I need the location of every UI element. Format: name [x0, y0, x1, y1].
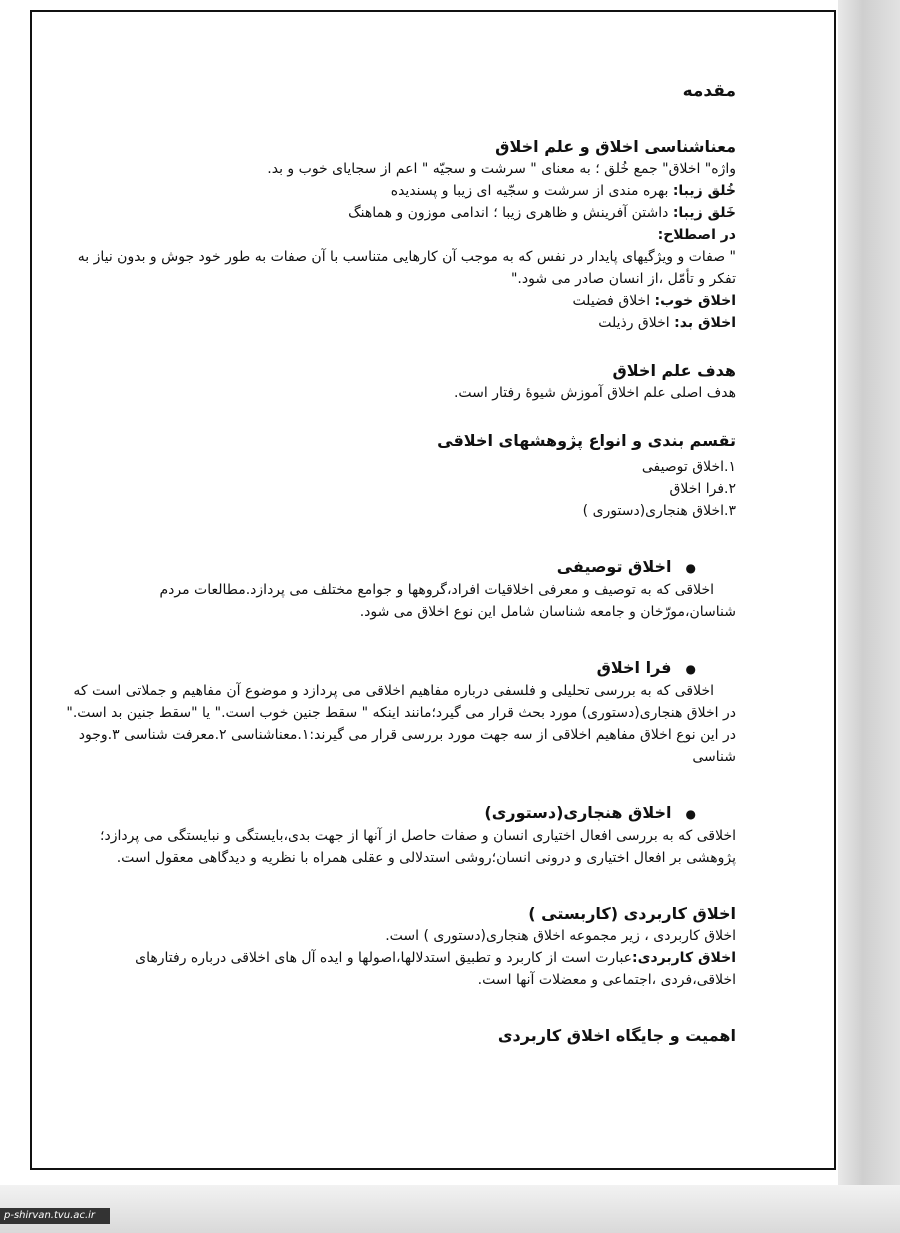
section-heading-importance: اهمیت و جایگاه اخلاق کاربردی	[497, 1026, 736, 1045]
bullet-heading	[60, 802, 736, 825]
bullet-heading-text: اخلاق توصیفی	[556, 557, 672, 576]
bullet-heading-text: فرا اخلاق	[596, 658, 672, 677]
paragraph	[60, 202, 736, 224]
page-edge-shadow	[838, 0, 900, 1233]
paragraph	[60, 180, 736, 202]
paragraph: واژه" اخلاق" جمع خُلق ؛ به معنای " سرشت و سجیّه " اعم از سجایای خوب و بد.	[267, 161, 736, 177]
term-label: اخلاق خوب:	[654, 293, 736, 309]
bullet-heading	[60, 556, 736, 579]
term-text: بهره مندی از سرشت و سجّیه ای زیبا و پسندیده	[390, 183, 673, 199]
section-heading-applied: اخلاق کاربردی (کاربستی )	[528, 904, 736, 923]
paragraph: اخلاقی که به بررسی تحلیلی و فلسفی درباره مفاهیم اخلاقی می پردازد و موضوع آن مفاهیم و جملاتی است که در اخلاق هنجاری(دستوری) مورد بحث قرار می گیرد؛مانند اینکه " سقط جنین خوب است." یا "سقط جنین بد است." در این نوع اخلاق مفاهیم اخلاقی از سه جهت مورد بررسی قرار می گیرند:۱.معناشناسی ۲.معرفت شناسی ۳.وجود شناسی	[66, 683, 736, 765]
term-label: اخلاق کاربردی:	[632, 950, 736, 966]
bullet-heading	[60, 657, 736, 680]
bullet-heading-text: اخلاق هنجاری(دستوری)	[484, 803, 672, 822]
paragraph	[60, 947, 736, 991]
bullet-icon: ●	[685, 561, 696, 575]
term-label: خَلق زیبا:	[672, 205, 736, 221]
list-item: ۳.اخلاق هنجاری(دستوری )	[582, 503, 736, 519]
paragraph	[60, 290, 736, 312]
term-label: اخلاق بد:	[674, 315, 736, 331]
document-content	[60, 80, 736, 1047]
list-item: ۲.فرا اخلاق	[669, 481, 736, 497]
term-text: داشتن آفرینش و ظاهری زیبا ؛ اندامی موزون و هماهنگ	[348, 205, 673, 221]
term-text: اخلاق رذیلت	[598, 315, 675, 331]
term-text: اخلاق فضیلت	[572, 293, 655, 309]
section-heading-categories: تقسم بندی و انواع پژوهشهای اخلاقی	[437, 431, 736, 450]
term-label: در اصطلاح:	[657, 227, 736, 243]
paragraph	[60, 312, 736, 334]
paragraph: هدف اصلی علم اخلاق آموزش شیوهٔ رفتار است.	[453, 385, 736, 401]
bullet-icon: ●	[685, 662, 696, 676]
list-item: ۱.اخلاق توصیفی	[641, 459, 736, 475]
section-heading-goal: هدف علم اخلاق	[612, 361, 736, 380]
term-label: خُلق زیبا:	[672, 183, 736, 199]
section-heading-semantics: معناشناسی اخلاق و علم اخلاق	[495, 137, 736, 156]
page-bottom-shadow	[0, 1185, 900, 1233]
term-text: عبارت است از کاربرد و تطبیق استدلالها،اصولها و ایده آل های اخلاقی درباره رفتارهای اخلاقی،فردی ،اجتماعی و معضلات آنها است.	[135, 950, 736, 988]
paragraph: اخلاقی که به توصیف و معرفی اخلاقیات افراد،گروهها و جوامع مختلف می پردازد.مطالعات مردم شناسان،مورّخان و جامعه شناسان شامل این نوع اخلاق می شود.	[159, 582, 736, 620]
paragraph: اخلاق کاربردی ، زیر مجموعه اخلاق هنجاری(دستوری ) است.	[385, 928, 736, 944]
bullet-icon: ●	[685, 807, 696, 821]
paragraph: " صفات و ویژگیهای پایدار در نفس که به موجب آن کارهایی متناسب با آن صفات به طور خود جوش و بدون نیاز به تفکر و تأمّل ،از انسان صادر می شود."	[77, 249, 736, 287]
page-title: مقدمه	[682, 81, 736, 101]
paragraph	[60, 224, 736, 246]
watermark-url: p-shirvan.tvu.ac.ir	[0, 1208, 110, 1224]
paragraph: اخلاقی که به بررسی افعال اختیاری انسان و صفات حاصل از آنها از جهت بدی،بایستگی و نبایستگی می پردازد؛پژوهشی بر افعال اختیاری و درونی انسان؛روشی استدلالی و عقلی همراه با نظریه و دیدگاهی معقول است.	[100, 828, 736, 866]
